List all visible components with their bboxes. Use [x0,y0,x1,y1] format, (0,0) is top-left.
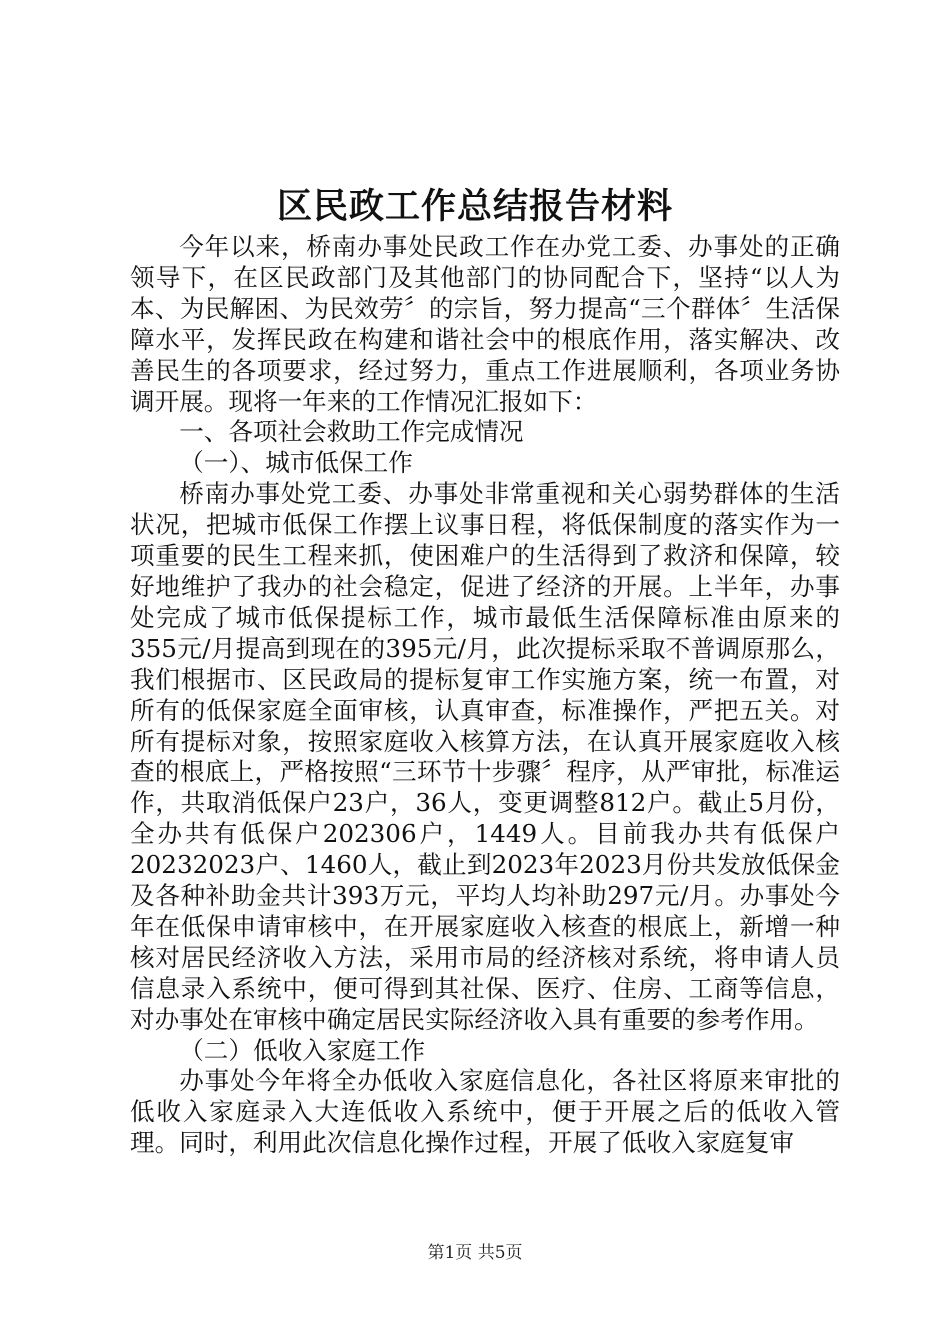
low-income-paragraph: 办事处今年将全办低收入家庭信息化，各社区将原来审批的低收入家庭录入大连低收入系统中，便于开展之后的低收入管理。同时，利用此次信息化操作过程，开展了低收入家庭复审 [130,1066,840,1158]
subsection-heading-urban-dibao: （一）、城市低保工作 [179,448,413,478]
subsection-heading-low-income: （二）低收入家庭工作 [179,1035,426,1065]
page-number-footer: 第1页 共5页 [427,1243,523,1263]
document-body [130,232,840,1159]
urban-dibao-paragraph: 桥南办事处党工委、办事处非常重视和关心弱势群体的生活状况，把城市低保工作摆上议事日程，将低保制度的落实作为一项重要的民生工程来抓，使困难户的生活得到了救济和保障，较好地维护了我办的社会稳定，促进了经济的开展。上半年，办事处完成了城市低保提标工作，城市最低生活保障标准由原来的355元/月提高到现在的395元/月，此次提标采取不普调原那么，我们根据市、区民政局的提标复审工作实施方案，统一布置，对所有的低保家庭全面审核，认真审查，标准操作，严把五关。对所有提标对象，按照家庭收入核算方法，在认真开展家庭收入核查的根底上，严格按照“三环节十步骤〞程序，从严审批，标准运作，共取消低保户23户，36人，变更调整812户。截止5月份，全办共有低保户202306户，1449人。目前我办共有低保户20232023户、1460人，截止到2023年2023月份共发放低保金及各种补助金共计393万元，平均人均补助297元/月。办事处今年在低保申请审核中，在开展家庭收入核查的根底上，新增一种核对居民经济收入方法，采用市局的经济核对系统，将申请人员信息录入系统中，便可得到其社保、医疗、住房、工商等信息，对办事处在审核中确定居民实际经济收入具有重要的参考作用。 [130,479,840,1034]
page-title: 区民政工作总结报告材料 [276,186,673,227]
section-heading-social-assistance: 一、各项社会救助工作完成情况 [179,417,524,447]
intro-paragraph: 今年以来，桥南办事处民政工作在办党工委、办事处的正确领导下，在区民政部门及其他部门的协同配合下，坚持“以人为本、为民解困、为民效劳〞的宗旨，努力提高“三个群体〞生活保障水平，发挥民政在构建和谐社会中的根底作用，落实解决、改善民生的各项要求，经过努力，重点工作进展顺利，各项业务协调开展。现将一年来的工作情况汇报如下： [130,232,840,416]
